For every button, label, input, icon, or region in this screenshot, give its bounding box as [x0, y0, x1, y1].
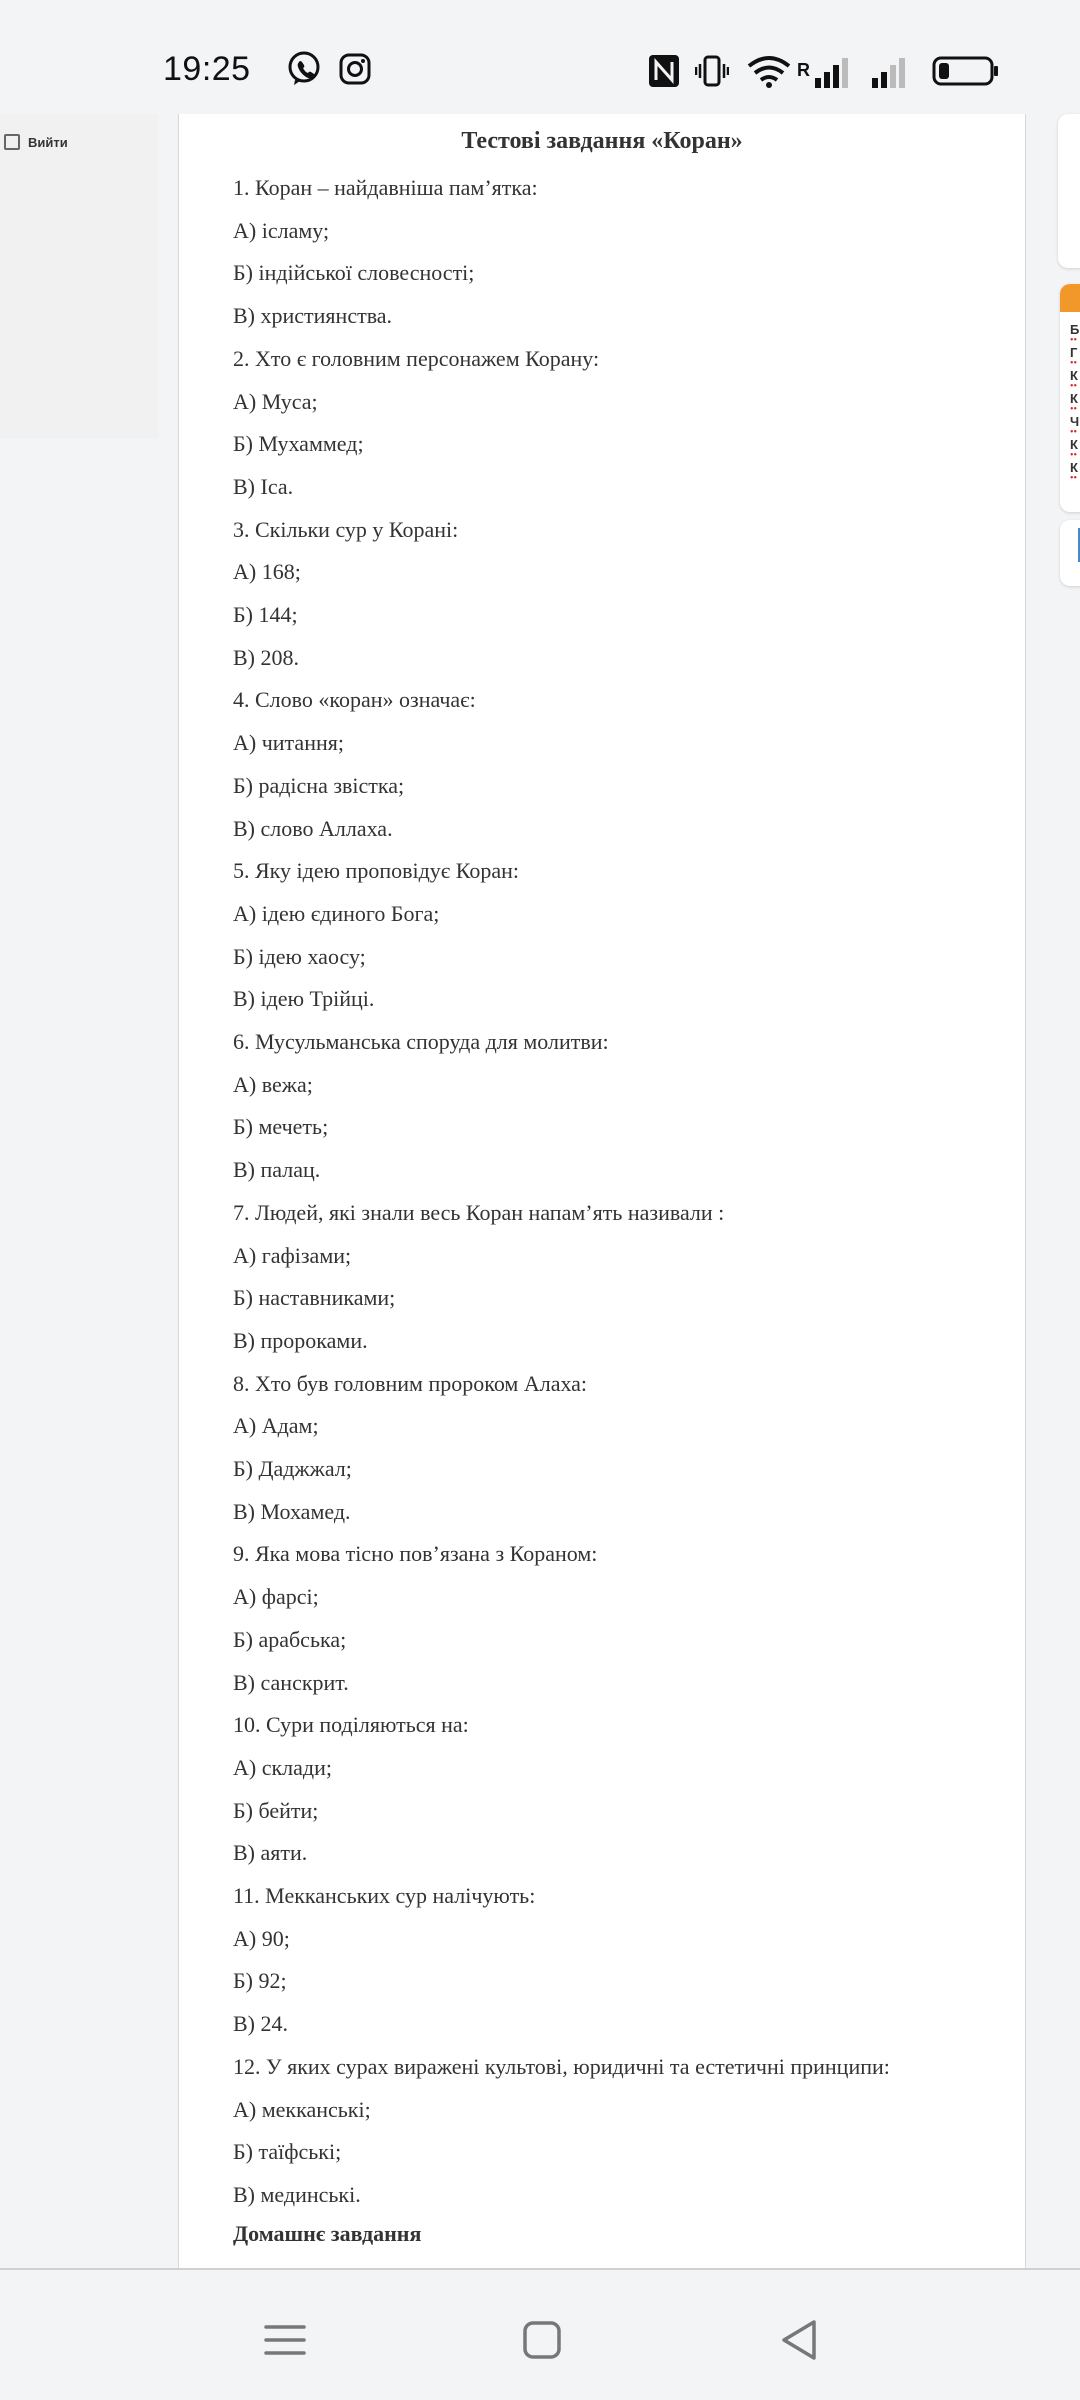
answer-option: А) склади;	[233, 1755, 332, 1780]
answer-option: В) 208.	[233, 645, 299, 670]
answer-option: А) ідею єдиного Бога;	[233, 901, 440, 926]
answer-option: А) ісламу;	[233, 218, 330, 243]
answer-option: Б) 92;	[233, 1968, 287, 1993]
question-text: 8. Хто був головним пророком Алаха:	[233, 1371, 588, 1396]
battery-icon	[932, 56, 1000, 91]
answer-option: В) слово Аллаха.	[233, 816, 393, 841]
signal-icon	[815, 56, 853, 93]
answer-option: В) аяти.	[233, 1840, 308, 1865]
question-text: 5. Яку ідею проповідує Коран:	[233, 858, 519, 883]
status-bar	[0, 0, 1080, 114]
answer-option: Б) мечеть;	[233, 1114, 329, 1139]
ad-letter: Ч	[1070, 414, 1080, 429]
right-ad-card[interactable]	[1060, 284, 1080, 512]
answer-option: А) Адам;	[233, 1413, 319, 1438]
question-text: 10. Сури поділяються на:	[233, 1712, 469, 1737]
home-icon[interactable]	[512, 2310, 572, 2370]
answer-option: А) Муса;	[233, 389, 318, 414]
answer-option: В) палац.	[233, 1157, 321, 1182]
roaming-label: R	[797, 60, 810, 80]
ad-letter: К	[1070, 437, 1078, 452]
red-mark-icon: ••	[1070, 381, 1078, 392]
right-card-2[interactable]	[1060, 520, 1080, 586]
red-mark-icon: ••	[1070, 450, 1078, 461]
red-mark-icon: ••	[1070, 404, 1078, 415]
answer-option: В) християнства.	[233, 303, 393, 328]
viber-icon	[286, 50, 322, 91]
answer-option: В) санскрит.	[233, 1670, 349, 1695]
ad-letter: Б	[1070, 322, 1080, 337]
ad-letter: К	[1070, 391, 1078, 406]
vibrate-icon	[695, 54, 729, 93]
red-mark-icon: ••	[1070, 335, 1078, 346]
answer-option: А) гафізами;	[233, 1243, 352, 1268]
nfc-icon	[648, 54, 680, 93]
answer-option: Б) індійської словесності;	[233, 260, 475, 285]
answer-option: В) ідею Трійці.	[233, 986, 375, 1011]
wifi-icon	[746, 54, 792, 93]
answer-option: Б) наставниками;	[233, 1285, 396, 1310]
question-text: 11. Мекканських сур налічують:	[233, 1883, 536, 1908]
navigation-bar	[0, 2270, 1080, 2400]
answer-option: Б) арабська;	[233, 1627, 347, 1652]
signal-icon-2	[872, 56, 910, 93]
menu-icon[interactable]	[256, 2310, 316, 2370]
answer-option: А) 168;	[233, 559, 301, 584]
answer-option: В) Мохамед.	[233, 1499, 351, 1524]
answer-option: Б) бейти;	[233, 1798, 319, 1823]
clock: 19:25	[163, 50, 251, 88]
question-text: 3. Скільки сур у Корані:	[233, 517, 459, 542]
answer-option: А) фарсі;	[233, 1584, 319, 1609]
red-mark-icon: ••	[1070, 358, 1078, 369]
red-mark-icon: ••	[1070, 473, 1078, 484]
right-card[interactable]	[1058, 114, 1080, 268]
document-title: Тестові завдання «Коран»	[461, 128, 743, 154]
answer-option: А) вежа;	[233, 1072, 313, 1097]
question-text: 4. Слово «коран» означає:	[233, 687, 476, 712]
answer-option: В) Іса.	[233, 474, 294, 499]
homework-heading: Домашнє завдання	[233, 2221, 422, 2246]
answer-option: Б) Мухаммед;	[233, 431, 364, 456]
answer-option: Б) ідею хаосу;	[233, 944, 366, 969]
ad-header	[1060, 284, 1080, 312]
answer-option: В) пророками.	[233, 1328, 368, 1353]
ad-letter: К	[1070, 460, 1078, 475]
answer-option: В) 24.	[233, 2011, 288, 2036]
question-text: 9. Яка мова тісно пов’язана з Кораном:	[233, 1541, 598, 1566]
question-text: 7. Людей, які знали весь Коран напам’ять називали :	[233, 1200, 725, 1225]
logout-link[interactable]	[4, 134, 68, 150]
ad-letters	[1060, 312, 1080, 483]
ad-letter: Г	[1070, 345, 1078, 360]
answer-option: В) мединські.	[233, 2182, 361, 2207]
logout-label: Вийти	[28, 134, 68, 150]
question-text: 6. Мусульманська споруда для молитви:	[233, 1029, 609, 1054]
answer-option: А) мекканські;	[233, 2097, 371, 2122]
answer-option: Б) таїфські;	[233, 2139, 342, 2164]
answer-option: А) читання;	[233, 730, 344, 755]
red-mark-icon: ••	[1070, 427, 1078, 438]
question-text: 12. У яких сурах виражені культові, юридичні та естетичні принципи:	[233, 2054, 890, 2079]
answer-option: Б) Даджжал;	[233, 1456, 352, 1481]
answer-option: А) 90;	[233, 1926, 290, 1951]
back-icon[interactable]	[770, 2310, 830, 2370]
question-text: 2. Хто є головним персонажем Корану:	[233, 346, 600, 371]
answer-option: Б) радісна звістка;	[233, 773, 405, 798]
logout-icon	[4, 134, 20, 150]
answer-option: Б) 144;	[233, 602, 298, 627]
question-text: 1. Коран – найдавніша пам’ятка:	[233, 175, 538, 200]
ad-letter: К	[1070, 368, 1078, 383]
sidebar	[0, 114, 158, 439]
instagram-icon	[338, 52, 372, 91]
